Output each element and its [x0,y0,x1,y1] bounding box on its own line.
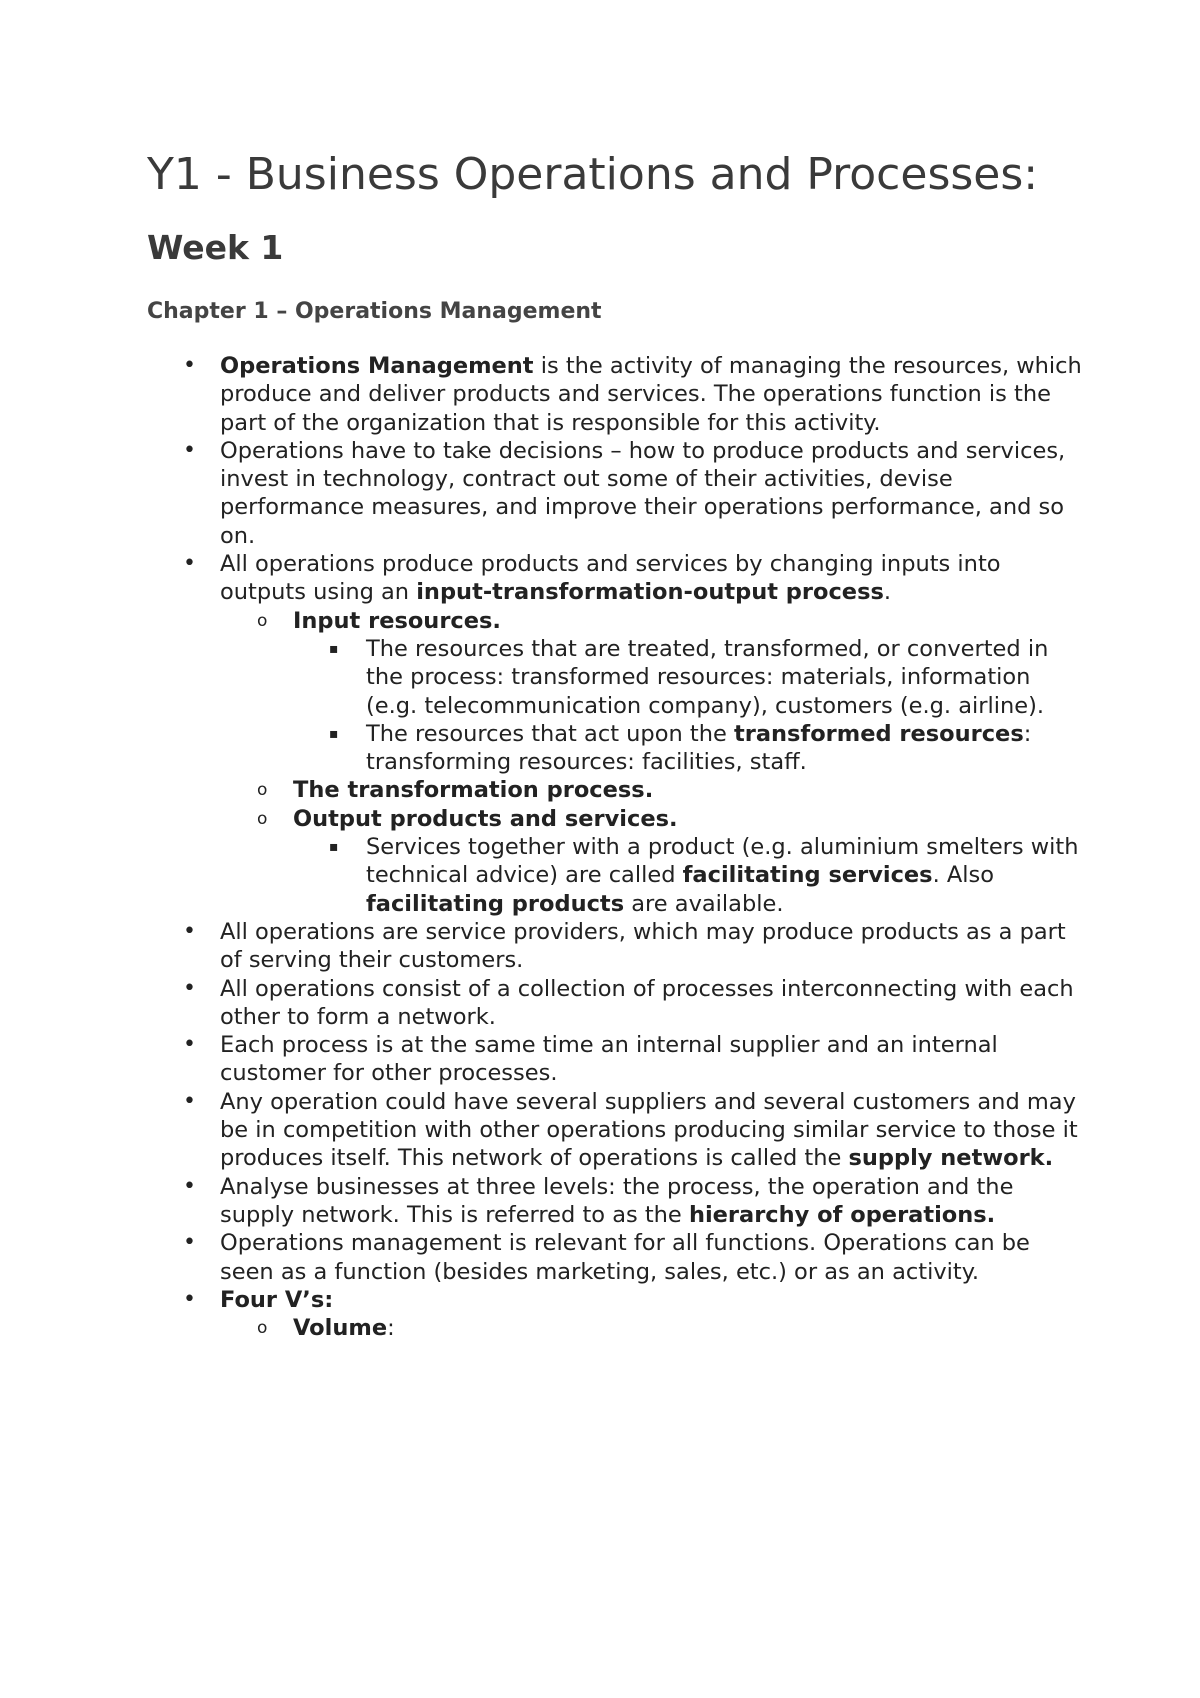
sub-list [220,607,1087,918]
circle-bullet-icon: o [257,610,268,631]
bullet-icon: • [183,437,196,463]
page-title: Y1 - Business Operations and Processes: [147,149,1039,200]
bold-term: facilitating services [682,862,933,889]
sub-sub-list-item [147,720,1087,777]
item-text: Operations management is relevant for all functions. Operations can be seen as a function (besides marketing, sales, etc.) or as an activity. [220,1230,1030,1285]
bullet-icon: • [183,975,196,1001]
bullet-icon: • [183,1230,196,1256]
square-bullet-icon: ▪ [329,725,339,742]
sub-sub-list-item [147,635,1087,720]
bullet-icon: • [183,918,196,944]
item-text: is the activity of managing the resources, which produce and deliver products and services. The operations function is the part of the organization that is responsible for this activity. [220,353,1082,436]
item-text: : [387,1315,395,1342]
item-text: . [883,579,892,606]
list-item [147,1031,1087,1088]
bold-term: supply network. [848,1145,1054,1172]
bold-term: hierarchy of operations. [688,1201,996,1228]
sub-list [220,1314,1087,1342]
bullet-icon: • [183,353,196,378]
bold-term: Operations Management [220,353,534,379]
circle-bullet-icon: o [257,780,268,801]
list-item [147,437,1087,550]
sub-sub-list [293,833,1087,918]
sub-list-item [147,1314,1087,1342]
item-text: The resources that act upon the [366,720,734,747]
item-text: are available. [624,890,784,917]
item-text: . Also [932,862,995,889]
item-text: Each process is at the same time an internal supplier and an internal customer for other processes. [220,1032,998,1087]
week-heading: Week 1 [147,228,284,267]
item-text: All operations are service providers, which may produce products as a part of serving their customers. [220,918,1066,974]
item-text: Analyse businesses at three levels: the process, the operation and the supply network. This is referred to as the [220,1173,1014,1228]
sub-sub-list-item [147,833,1087,918]
bullet-icon: • [183,1286,196,1312]
list-item [147,550,1087,918]
list-item [147,918,1087,975]
sub-list-item [147,805,1087,918]
bold-term: Input resources. [293,607,501,634]
list-item [147,352,1087,437]
bullet-icon: • [183,1088,196,1114]
list-item [147,1286,1087,1343]
item-text: The resources that are treated, transformed, or converted in the process: transformed resources: materials, information (e.g. telecommunication company), customers (e.g. airline). [366,635,1049,719]
list-item [147,1173,1087,1230]
bold-term: facilitating products [366,890,625,917]
circle-bullet-icon: o [257,1318,268,1339]
bold-term: The transformation process. [293,777,654,804]
chapter-heading: Chapter 1 – Operations Management [147,299,602,324]
bold-term: Four V’s: [220,1286,334,1313]
bullet-icon: • [183,1032,196,1058]
item-text: All operations produce products and services by changing inputs into outputs using an [220,551,1001,606]
square-bullet-icon: ▪ [329,640,339,657]
list-item [147,1229,1087,1286]
circle-bullet-icon: o [257,808,268,829]
sub-list-item [147,607,1087,777]
bold-term: transformed resources [733,720,1024,747]
bold-term: Output products and services. [293,805,678,832]
item-text: : transforming resources: facilities, staff. [366,720,1032,776]
bold-term: Volume [293,1315,388,1342]
document-page [147,146,1087,1342]
item-text: Services together with a product (e.g. aluminium smelters with technical advice) are called [366,834,1079,889]
sub-sub-list [293,635,1087,776]
item-text: Any operation could have several suppliers and several customers and may be in competition with other operations producing similar service to those it produces itself. This network of operations is called the [220,1088,1078,1172]
list-item [147,1088,1087,1173]
item-text: Operations have to take decisions – how to produce products and services, invest in technology, contract out some of their activities, devise performance measures, and improve their operations performance, and so on. [220,437,1066,549]
bullet-list [147,352,1087,1342]
item-text: All operations consist of a collection of processes interconnecting with each other to form a network. [220,975,1074,1030]
bullet-icon: • [183,1173,196,1199]
sub-list-item [147,776,1087,804]
square-bullet-icon: ▪ [329,839,339,856]
bullet-icon: • [183,551,196,577]
bold-term: input-transformation-output process [416,579,884,606]
list-item [147,975,1087,1032]
